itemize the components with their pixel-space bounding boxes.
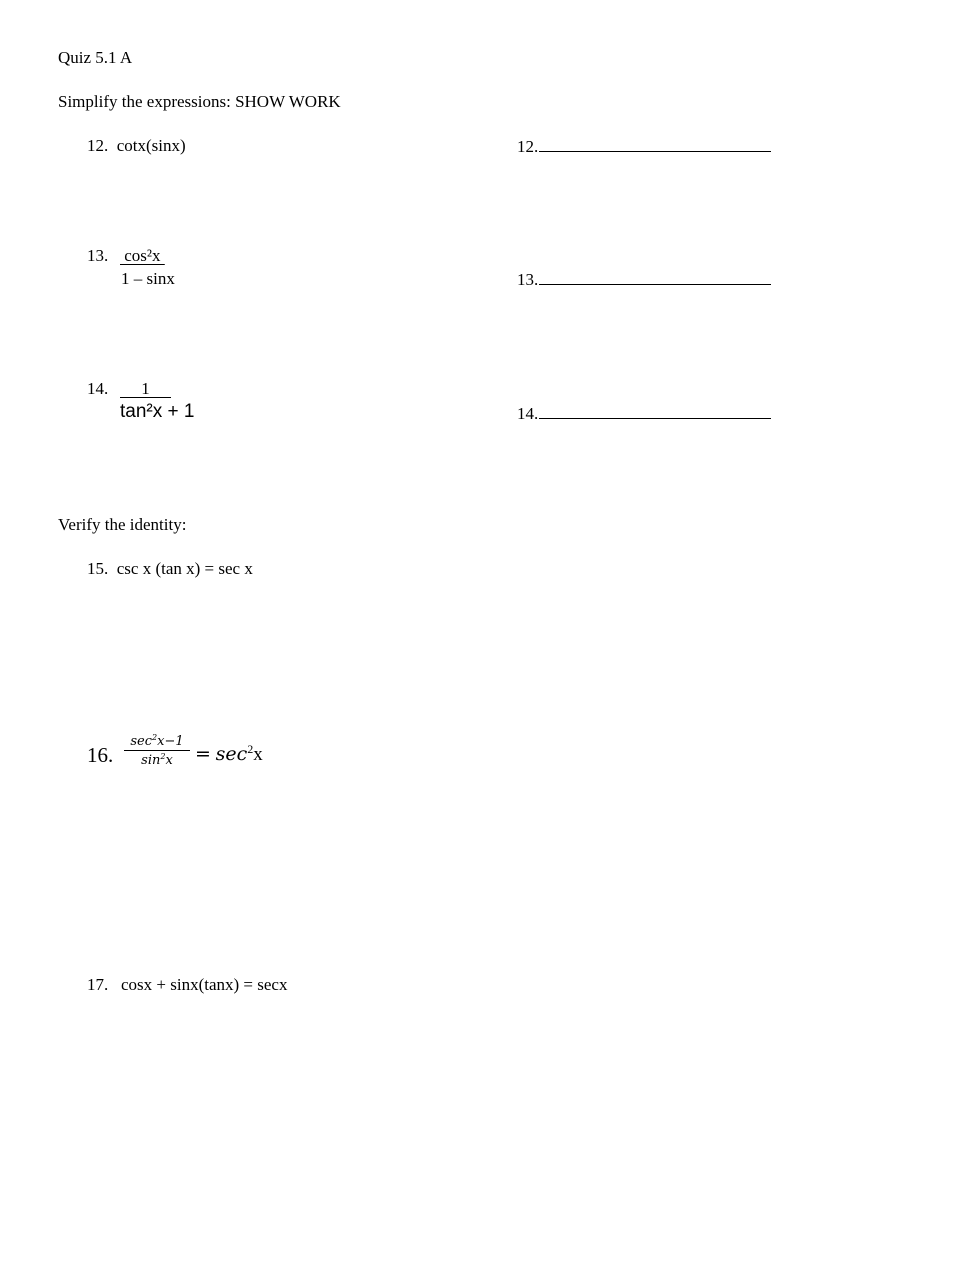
answer-line[interactable] xyxy=(539,137,771,152)
answer-label: 12. xyxy=(517,137,539,156)
problem-number: 15. xyxy=(87,559,109,578)
fraction-denominator: $\sin^2x$ xyxy=(141,752,173,768)
problem-number-13: 13. xyxy=(87,246,109,265)
problem-expression: csc x (tan x) = sec x xyxy=(116,559,253,578)
problem-16-fraction xyxy=(124,735,190,767)
answer-label: 13. xyxy=(517,270,539,289)
answer-line[interactable] xyxy=(539,404,771,419)
fraction-numerator: $\sec^2x-1$ xyxy=(130,733,184,749)
problem-13-numerator: cos²x xyxy=(120,246,165,265)
problem-15 xyxy=(87,560,253,577)
problem-expression: cotx(sinx) xyxy=(116,136,186,155)
answer-blank-13[interactable] xyxy=(517,270,771,288)
problem-expression: cosx + sinx(tanx) = secx xyxy=(121,975,288,994)
problem-13-denominator: 1 – sinx xyxy=(121,269,175,288)
problem-number: 16. xyxy=(87,743,114,767)
problem-number-14: 14. xyxy=(87,379,109,398)
problem-14-numerator: 1 xyxy=(120,379,171,398)
problem-17 xyxy=(87,976,287,993)
answer-line[interactable] xyxy=(539,270,771,285)
problem-12 xyxy=(87,137,186,154)
problem-number: 17. xyxy=(87,975,109,994)
answer-label: 14. xyxy=(517,404,539,423)
problem-16-rhs: = $\sec^2x$ xyxy=(195,742,263,765)
problem-14-denominator: tan²x + 1 xyxy=(120,401,195,422)
problem-number: 12. xyxy=(87,136,109,155)
answer-blank-12[interactable] xyxy=(517,137,771,155)
quiz-title: Quiz 5.1 A xyxy=(58,48,133,67)
simplify-instruction: Simplify the expressions: SHOW WORK xyxy=(58,92,341,111)
answer-blank-14[interactable] xyxy=(517,404,771,422)
verify-heading: Verify the identity: xyxy=(58,515,187,534)
